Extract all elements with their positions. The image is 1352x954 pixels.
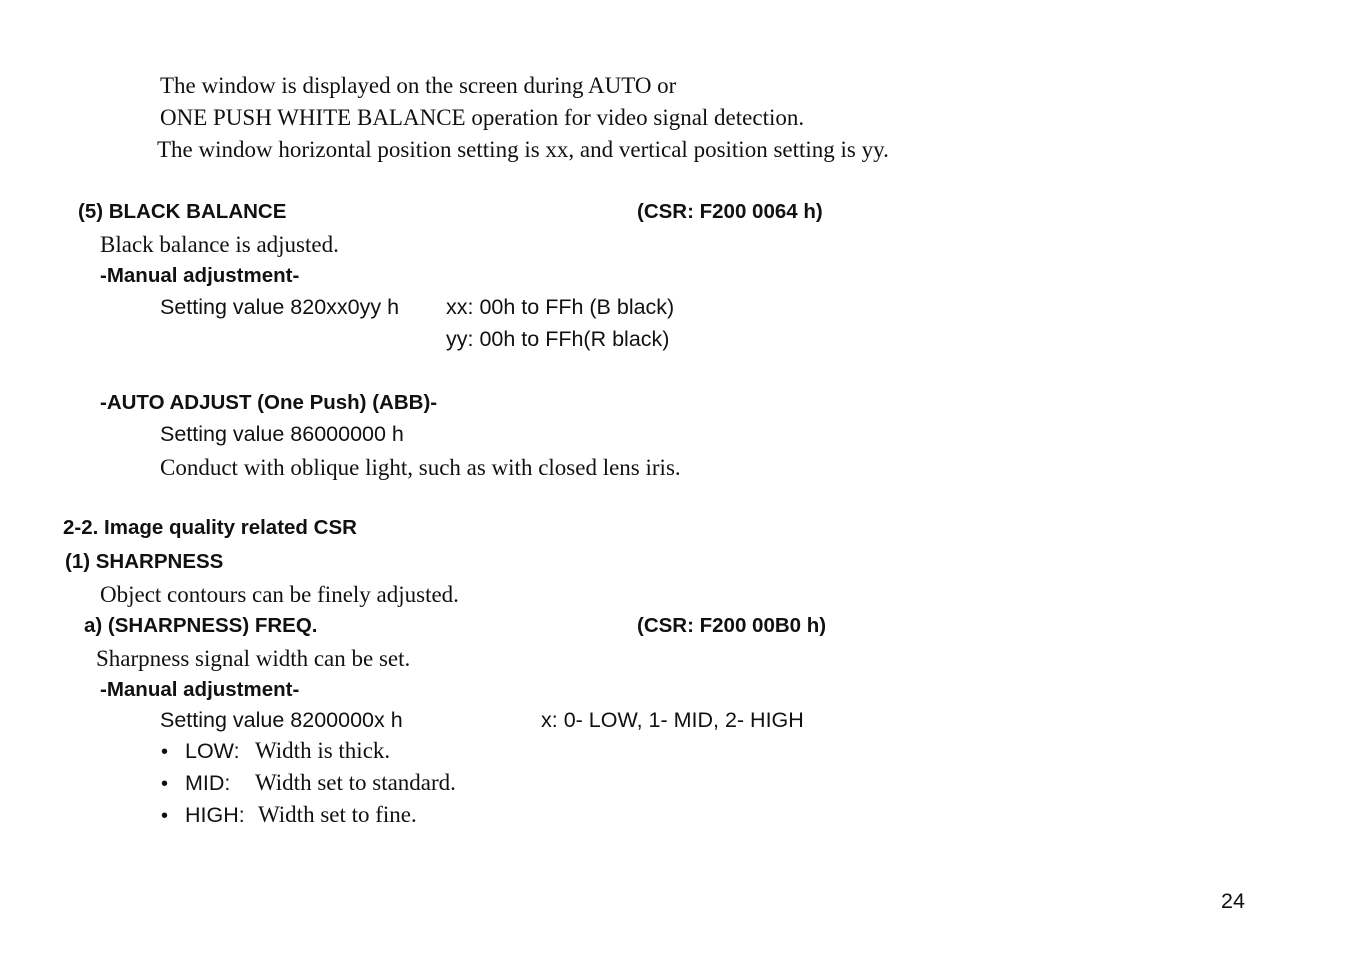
bullet-text: Width set to fine. (258, 802, 417, 827)
bullet-dot-icon: • (161, 773, 169, 795)
bullet-key: LOW: (185, 739, 240, 763)
bullet-text: Width is thick. (255, 738, 391, 763)
bullet-dot-icon: • (161, 805, 169, 827)
black-balance-description: Black balance is adjusted. (100, 232, 339, 257)
freq-manual-heading: -Manual adjustment- (100, 678, 300, 701)
freq-setting: Setting value 8200000x h (160, 708, 403, 732)
freq-heading: a) (SHARPNESS) FREQ. (84, 614, 318, 637)
page-number: 24 (1221, 889, 1245, 913)
black-balance-csr: (CSR: F200 0064 h) (637, 200, 823, 223)
bullet-dot-icon: • (161, 741, 169, 763)
freq-x-range: x: 0- LOW, 1- MID, 2- HIGH (541, 708, 804, 732)
bullet-key: HIGH: (185, 803, 245, 827)
bullet-text: Width set to standard. (255, 770, 456, 795)
bullet-item-mid (161, 771, 456, 795)
bullet-item-low (161, 739, 390, 763)
intro-line-1: The window is displayed on the screen during AUTO or (160, 73, 677, 98)
sharpness-heading: (1) SHARPNESS (65, 550, 224, 573)
black-balance-manual-heading: -Manual adjustment- (100, 264, 300, 287)
freq-csr: (CSR: F200 00B0 h) (637, 614, 827, 637)
freq-description: Sharpness signal width can be set. (96, 646, 411, 671)
bullet-key: MID: (185, 771, 231, 795)
intro-line-3: The window horizontal position setting is xx, and vertical position setting is yy. (157, 137, 889, 162)
black-balance-yy-range: yy: 00h to FFh(R black) (446, 327, 670, 351)
black-balance-heading: (5) BLACK BALANCE (78, 200, 287, 223)
bullet-item-high (161, 803, 417, 827)
sharpness-description: Object contours can be finely adjusted. (100, 582, 459, 607)
auto-adjust-heading: -AUTO ADJUST (One Push) (ABB)- (100, 391, 438, 414)
intro-line-2: ONE PUSH WHITE BALANCE operation for video signal detection. (160, 105, 805, 130)
black-balance-setting: Setting value 820xx0yy h (160, 295, 400, 319)
auto-adjust-note: Conduct with oblique light, such as with closed lens iris. (160, 455, 681, 480)
black-balance-xx-range: xx: 00h to FFh (B black) (446, 295, 675, 319)
section-title: 2-2. Image quality related CSR (63, 516, 357, 539)
auto-adjust-setting: Setting value 86000000 h (160, 422, 404, 446)
